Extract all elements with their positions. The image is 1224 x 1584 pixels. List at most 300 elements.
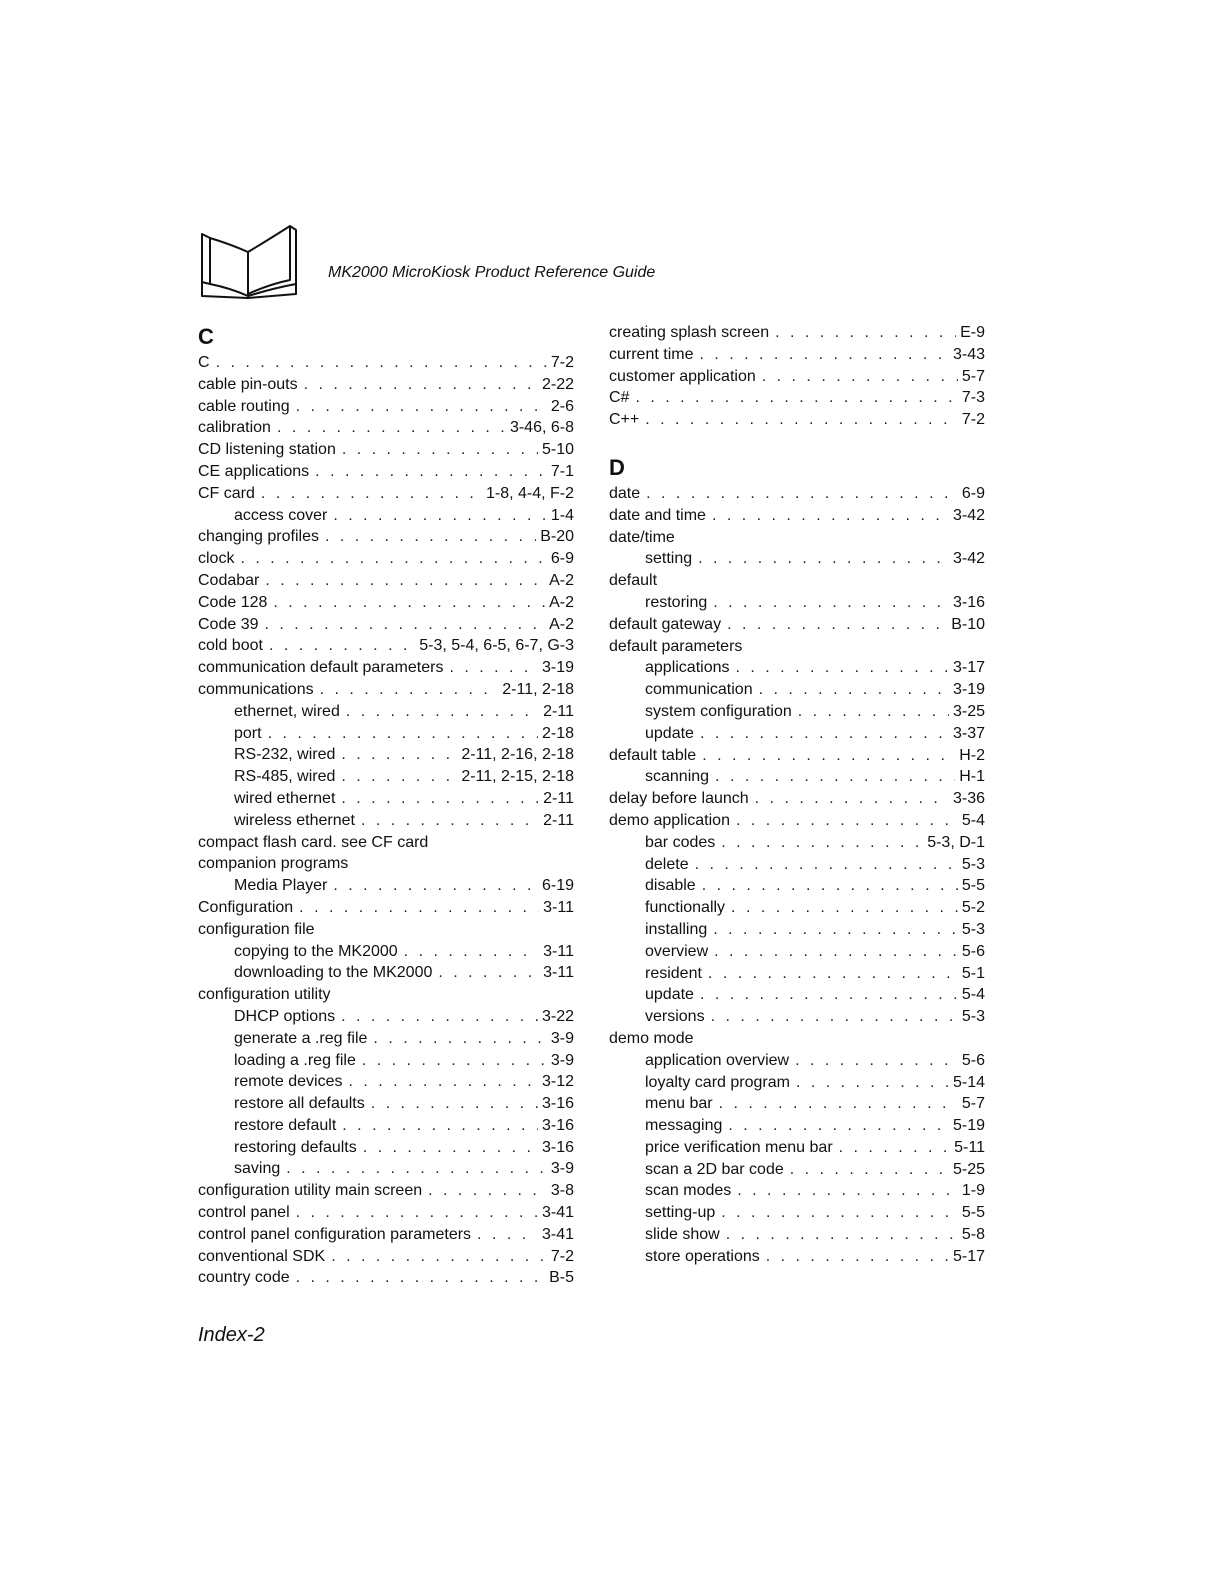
guide-title: MK2000 MicroKiosk Product Reference Guide — [328, 264, 656, 281]
entry-pages: 5-3 — [961, 1008, 985, 1026]
index-subentry — [198, 1028, 574, 1050]
entry-pages: 5-4 — [961, 811, 985, 829]
entry-pages: H-1 — [959, 768, 985, 786]
entry-pages: 1-9 — [961, 1182, 985, 1200]
index-subentry — [609, 1137, 985, 1159]
entry-pages: 2-11, 2-15, 2-18 — [461, 768, 574, 786]
entry-pages: 3-16 — [541, 1116, 574, 1134]
index-entry — [198, 570, 574, 592]
index-subentry — [198, 1137, 574, 1159]
entry-pages: 2-6 — [550, 397, 574, 415]
index-entry — [198, 984, 574, 1006]
entry-term: disable — [645, 877, 696, 895]
entry-pages: 3-9 — [550, 1051, 574, 1069]
dot-leader — [341, 744, 457, 766]
entry-pages: 2-11 — [543, 789, 574, 807]
index-entry-list — [198, 352, 574, 1289]
entry-term: C — [198, 354, 210, 371]
index-subentry — [198, 1006, 574, 1028]
entry-pages: 3-25 — [952, 702, 985, 720]
entry-term: communication — [645, 681, 753, 699]
dot-leader — [361, 810, 539, 832]
entry-pages: A-2 — [549, 615, 574, 633]
entry-term: store operations — [645, 1247, 760, 1265]
entry-term: bar codes — [645, 833, 716, 851]
entry-pages: 5-1 — [961, 964, 985, 982]
entry-pages: 5-14 — [952, 1073, 985, 1091]
dot-leader — [286, 1158, 547, 1180]
entry-term: default — [609, 572, 658, 590]
entry-pages: 3-43 — [952, 345, 985, 363]
dot-leader — [715, 766, 955, 788]
entry-term: demo application — [609, 811, 730, 829]
section-letter-d: D — [609, 454, 625, 480]
entry-pages: 3-12 — [541, 1073, 574, 1091]
index-subentry — [609, 679, 985, 701]
entry-pages: 3-46, 6-8 — [509, 419, 574, 437]
dot-leader — [265, 570, 545, 592]
dot-leader — [702, 875, 958, 897]
index-entry — [198, 897, 574, 919]
entry-term: saving — [234, 1160, 281, 1178]
index-entry — [609, 570, 985, 592]
entry-term: Code 128 — [198, 593, 268, 611]
entry-term: demo mode — [609, 1029, 694, 1047]
dot-leader — [315, 461, 547, 483]
entry-pages: 3-11 — [543, 964, 574, 982]
dot-leader — [438, 962, 539, 984]
index-entry — [198, 1224, 574, 1246]
dot-leader — [342, 1115, 538, 1137]
dot-leader — [737, 1180, 958, 1202]
entry-term: access cover — [234, 506, 328, 524]
entry-term: applications — [645, 659, 730, 677]
index-entry — [198, 548, 574, 570]
dot-leader — [371, 1093, 538, 1115]
index-entry — [198, 374, 574, 396]
dot-leader — [341, 766, 457, 788]
entry-term: default table — [609, 746, 697, 764]
entry-term: price verification menu bar — [645, 1138, 833, 1156]
dot-leader — [708, 963, 958, 985]
dot-leader — [240, 548, 546, 570]
index-entry — [198, 635, 574, 657]
entry-pages: 7-2 — [961, 411, 985, 429]
index-subentry — [609, 832, 985, 854]
entry-term: update — [645, 724, 694, 742]
entry-pages: 5-3 — [961, 855, 985, 873]
entry-pages: A-2 — [549, 593, 574, 611]
entry-pages: B-20 — [540, 528, 574, 546]
entry-term: calibration — [198, 419, 271, 437]
entry-term: delete — [645, 855, 689, 873]
index-entry — [609, 387, 985, 409]
entry-pages: 7-2 — [550, 1247, 574, 1265]
dot-leader — [713, 919, 958, 941]
entry-pages: 5-3, 5-4, 6-5, 6-7, G-3 — [419, 637, 574, 655]
entry-pages: 5-8 — [961, 1226, 985, 1244]
entry-pages: 2-22 — [541, 375, 574, 393]
dot-leader — [261, 483, 482, 505]
index-subentry — [198, 1071, 574, 1093]
book-icon — [196, 222, 304, 302]
dot-leader — [721, 1202, 958, 1224]
entry-term: default gateway — [609, 615, 722, 633]
dot-leader — [700, 723, 949, 745]
dot-leader — [269, 635, 415, 657]
entry-pages: 5-10 — [541, 441, 574, 459]
section-letter-c: C — [198, 324, 214, 349]
dot-leader — [714, 941, 958, 963]
entry-pages: 3-41 — [541, 1204, 574, 1222]
index-subentry — [198, 810, 574, 832]
dot-leader — [695, 854, 958, 876]
dot-leader — [635, 387, 957, 409]
dot-leader — [216, 352, 547, 374]
entry-pages: 5-5 — [961, 877, 985, 895]
index-entry-list — [609, 483, 985, 1268]
entry-pages: 3-8 — [550, 1182, 574, 1200]
entry-term: DHCP options — [234, 1007, 336, 1025]
index-subentry — [198, 1093, 574, 1115]
entry-pages: 3-16 — [952, 593, 985, 611]
dot-leader — [798, 701, 949, 723]
index-subentry — [609, 1050, 985, 1072]
dot-leader — [320, 679, 499, 701]
index-subentry — [198, 1158, 574, 1180]
index-entry — [198, 1246, 574, 1268]
page-header — [196, 222, 655, 302]
entry-pages: 2-18 — [541, 724, 574, 742]
entry-term: setting — [645, 550, 693, 568]
index-subentry — [609, 854, 985, 876]
entry-pages: 5-5 — [961, 1204, 985, 1222]
entry-term: changing profiles — [198, 528, 319, 546]
entry-pages: B-5 — [549, 1269, 574, 1287]
entry-term: current time — [609, 345, 694, 363]
entry-term: cold boot — [198, 637, 263, 655]
index-entry — [198, 526, 574, 548]
entry-term: ethernet, wired — [234, 702, 340, 720]
entry-term: Code 39 — [198, 615, 259, 633]
entry-pages: 6-19 — [541, 877, 574, 895]
index-entry — [198, 461, 574, 483]
entry-term: CF card — [198, 484, 255, 502]
dot-leader — [755, 788, 949, 810]
index-entry — [609, 483, 985, 505]
entry-term: overview — [645, 942, 709, 960]
dot-leader — [736, 810, 958, 832]
dot-leader — [796, 1072, 949, 1094]
index-entry — [609, 614, 985, 636]
dot-leader — [331, 1246, 547, 1268]
entry-pages: 6-9 — [550, 550, 574, 568]
index-subentry — [609, 1093, 985, 1115]
entry-term: cable routing — [198, 397, 290, 415]
entry-term: communications — [198, 680, 314, 698]
dot-leader — [477, 1224, 538, 1246]
entry-pages: 5-6 — [961, 942, 985, 960]
entry-term: restore default — [234, 1116, 337, 1134]
entry-term: messaging — [645, 1117, 723, 1135]
entry-term: scan modes — [645, 1182, 732, 1200]
entry-pages: 3-19 — [952, 681, 985, 699]
entry-term: date and time — [609, 506, 706, 524]
dot-leader — [646, 483, 958, 505]
entry-pages: 1-8, 4-4, F-2 — [485, 484, 574, 502]
index-subentry — [609, 1202, 985, 1224]
index-entry — [609, 527, 985, 549]
index-entry-list — [609, 322, 985, 431]
dot-leader — [762, 366, 958, 388]
index-subentry — [198, 1050, 574, 1072]
index-subentry — [609, 1180, 985, 1202]
dot-leader — [702, 745, 955, 767]
entry-term: generate a .reg file — [234, 1029, 368, 1047]
entry-pages: 3-9 — [550, 1160, 574, 1178]
index-subentry — [609, 1115, 985, 1137]
entry-term: wired ethernet — [234, 789, 336, 807]
entry-pages: 5-11 — [954, 1138, 985, 1156]
index-entry — [198, 1202, 574, 1224]
index-subentry — [609, 1072, 985, 1094]
dot-leader — [726, 1224, 958, 1246]
entry-pages: E-9 — [960, 324, 985, 341]
entry-pages: 5-25 — [952, 1160, 985, 1178]
entry-term: restoring defaults — [234, 1138, 357, 1156]
dot-leader — [333, 875, 538, 897]
index-subentry — [609, 657, 985, 679]
index-subentry — [198, 701, 574, 723]
dot-leader — [645, 409, 958, 431]
entry-term: communication default parameters — [198, 659, 444, 677]
dot-leader — [699, 344, 949, 366]
entry-pages: 5-7 — [961, 367, 985, 385]
dot-leader — [711, 1006, 958, 1028]
entry-pages: 3-11 — [543, 942, 574, 960]
index-entry — [609, 810, 985, 832]
index-subentry — [609, 723, 985, 745]
dot-leader — [719, 1093, 958, 1115]
dot-leader — [299, 897, 539, 919]
index-entry — [198, 592, 574, 614]
entry-term: date — [609, 484, 641, 502]
entry-term: default parameters — [609, 637, 743, 655]
entry-pages: 5-19 — [952, 1117, 985, 1135]
dot-leader — [325, 526, 536, 548]
entry-pages: 3-22 — [541, 1007, 574, 1025]
entry-pages: 5-17 — [952, 1247, 985, 1265]
entry-term: RS-232, wired — [234, 746, 336, 764]
index-subentry — [609, 963, 985, 985]
index-entry — [198, 853, 574, 875]
index-entry — [198, 439, 574, 461]
index-entry — [609, 788, 985, 810]
entry-pages: A-2 — [549, 571, 574, 589]
index-subentry — [609, 592, 985, 614]
index-entry — [198, 1267, 574, 1289]
entry-term: wireless ethernet — [234, 811, 355, 829]
index-subentry — [609, 897, 985, 919]
dot-leader — [790, 1159, 949, 1181]
entry-pages: 1-4 — [550, 506, 574, 524]
index-column-left — [198, 322, 574, 1289]
entry-term: port — [234, 724, 262, 742]
dot-leader — [728, 1115, 949, 1137]
dot-leader — [766, 1246, 949, 1268]
dot-leader — [775, 322, 956, 344]
index-entry — [609, 636, 985, 658]
index-entry — [198, 483, 574, 505]
entry-term: control panel configuration parameters — [198, 1225, 472, 1243]
entry-term: customer application — [609, 367, 756, 385]
index-entry — [198, 352, 574, 374]
index-subentry — [609, 941, 985, 963]
dot-leader — [713, 592, 949, 614]
index-entry — [198, 614, 574, 636]
entry-pages: 2-11, 2-18 — [502, 680, 574, 698]
entry-term: scanning — [645, 768, 710, 786]
dot-leader — [698, 548, 949, 570]
index-subentry — [609, 1159, 985, 1181]
index-entry — [198, 1180, 574, 1202]
entry-pages: 5-4 — [961, 986, 985, 1004]
entry-term: RS-485, wired — [234, 768, 336, 786]
dot-leader — [304, 374, 538, 396]
index-entry — [198, 417, 574, 439]
dot-leader — [428, 1180, 547, 1202]
index-entry — [609, 745, 985, 767]
dot-leader — [362, 1050, 547, 1072]
index-subentry — [609, 919, 985, 941]
index-subentry — [198, 962, 574, 984]
entry-pages: 7-2 — [550, 354, 574, 371]
dot-leader — [296, 1202, 538, 1224]
dot-leader — [363, 1137, 538, 1159]
index-subentry — [198, 788, 574, 810]
entry-term: application overview — [645, 1051, 790, 1069]
dot-leader — [277, 417, 506, 439]
index-subentry — [609, 701, 985, 723]
index-subentry — [198, 875, 574, 897]
index-subentry — [198, 941, 574, 963]
entry-term: versions — [645, 1008, 705, 1026]
index-subentry — [609, 1224, 985, 1246]
entry-pages: 2-11, 2-16, 2-18 — [461, 746, 574, 764]
entry-pages: 7-1 — [550, 462, 574, 480]
entry-pages: 3-9 — [550, 1029, 574, 1047]
entry-pages: 6-9 — [961, 484, 985, 502]
index-subentry — [609, 766, 985, 788]
entry-term: remote devices — [234, 1073, 343, 1091]
entry-term: scan a 2D bar code — [645, 1160, 784, 1178]
entry-term: country code — [198, 1269, 290, 1287]
entry-term: companion programs — [198, 855, 349, 873]
entry-pages: B-10 — [951, 615, 985, 633]
index-entry — [198, 832, 574, 854]
entry-pages: 3-11 — [543, 898, 574, 916]
entry-term: Codabar — [198, 571, 260, 589]
entry-pages: 2-11 — [543, 811, 574, 829]
entry-term: C++ — [609, 411, 640, 429]
index-entry — [609, 366, 985, 388]
dot-leader — [731, 897, 958, 919]
dot-leader — [721, 832, 923, 854]
dot-leader — [727, 614, 947, 636]
index-subentry — [198, 744, 574, 766]
dot-leader — [404, 941, 539, 963]
entry-term: C# — [609, 389, 630, 407]
entry-term: update — [645, 986, 694, 1004]
index-subentry — [609, 984, 985, 1006]
entry-pages: 7-3 — [961, 389, 985, 407]
dot-leader — [346, 701, 539, 723]
index-subentry — [198, 505, 574, 527]
entry-term: menu bar — [645, 1095, 713, 1113]
entry-term: slide show — [645, 1226, 720, 1244]
entry-term: configuration file — [198, 920, 315, 938]
entry-term: CD listening station — [198, 441, 336, 459]
index-subentry — [609, 1006, 985, 1028]
entry-term: functionally — [645, 899, 726, 917]
index-entry — [609, 409, 985, 431]
entry-term: restore all defaults — [234, 1095, 365, 1113]
entry-pages: 5-2 — [961, 899, 985, 917]
dot-leader — [268, 723, 538, 745]
dot-leader — [759, 679, 949, 701]
entry-term: setting-up — [645, 1204, 716, 1222]
entry-pages: 2-11 — [543, 702, 574, 720]
entry-term: copying to the MK2000 — [234, 942, 398, 960]
index-entry — [198, 657, 574, 679]
entry-term: clock — [198, 550, 235, 568]
entry-pages: 5-7 — [961, 1095, 985, 1113]
entry-pages: 3-42 — [952, 550, 985, 568]
index-subentry — [198, 766, 574, 788]
dot-leader — [333, 505, 547, 527]
dot-leader — [265, 614, 546, 636]
entry-term: cable pin-outs — [198, 375, 298, 393]
index-entry — [198, 919, 574, 941]
index-entry — [198, 679, 574, 701]
index-subentry — [609, 548, 985, 570]
entry-term: configuration utility — [198, 986, 331, 1004]
index-subentry — [198, 723, 574, 745]
entry-pages: H-2 — [959, 746, 985, 764]
entry-term: control panel — [198, 1204, 290, 1222]
entry-term: loading a .reg file — [234, 1051, 356, 1069]
index-subentry — [609, 875, 985, 897]
entry-pages: 3-36 — [952, 790, 985, 808]
dot-leader — [795, 1050, 958, 1072]
entry-term: resident — [645, 964, 702, 982]
entry-pages: 3-41 — [541, 1225, 574, 1243]
dot-leader — [341, 1006, 538, 1028]
dot-leader — [296, 396, 547, 418]
entry-term: creating splash screen — [609, 324, 770, 341]
dot-leader — [341, 788, 539, 810]
entry-term: date/time — [609, 528, 675, 546]
entry-pages: 5-6 — [961, 1051, 985, 1069]
dot-leader — [273, 592, 545, 614]
index-entry — [198, 396, 574, 418]
dot-leader — [349, 1071, 538, 1093]
entry-pages: 3-37 — [952, 724, 985, 742]
entry-term: CE applications — [198, 462, 310, 480]
entry-pages: 3-17 — [952, 659, 985, 677]
dot-leader — [296, 1267, 545, 1289]
entry-term: installing — [645, 920, 708, 938]
